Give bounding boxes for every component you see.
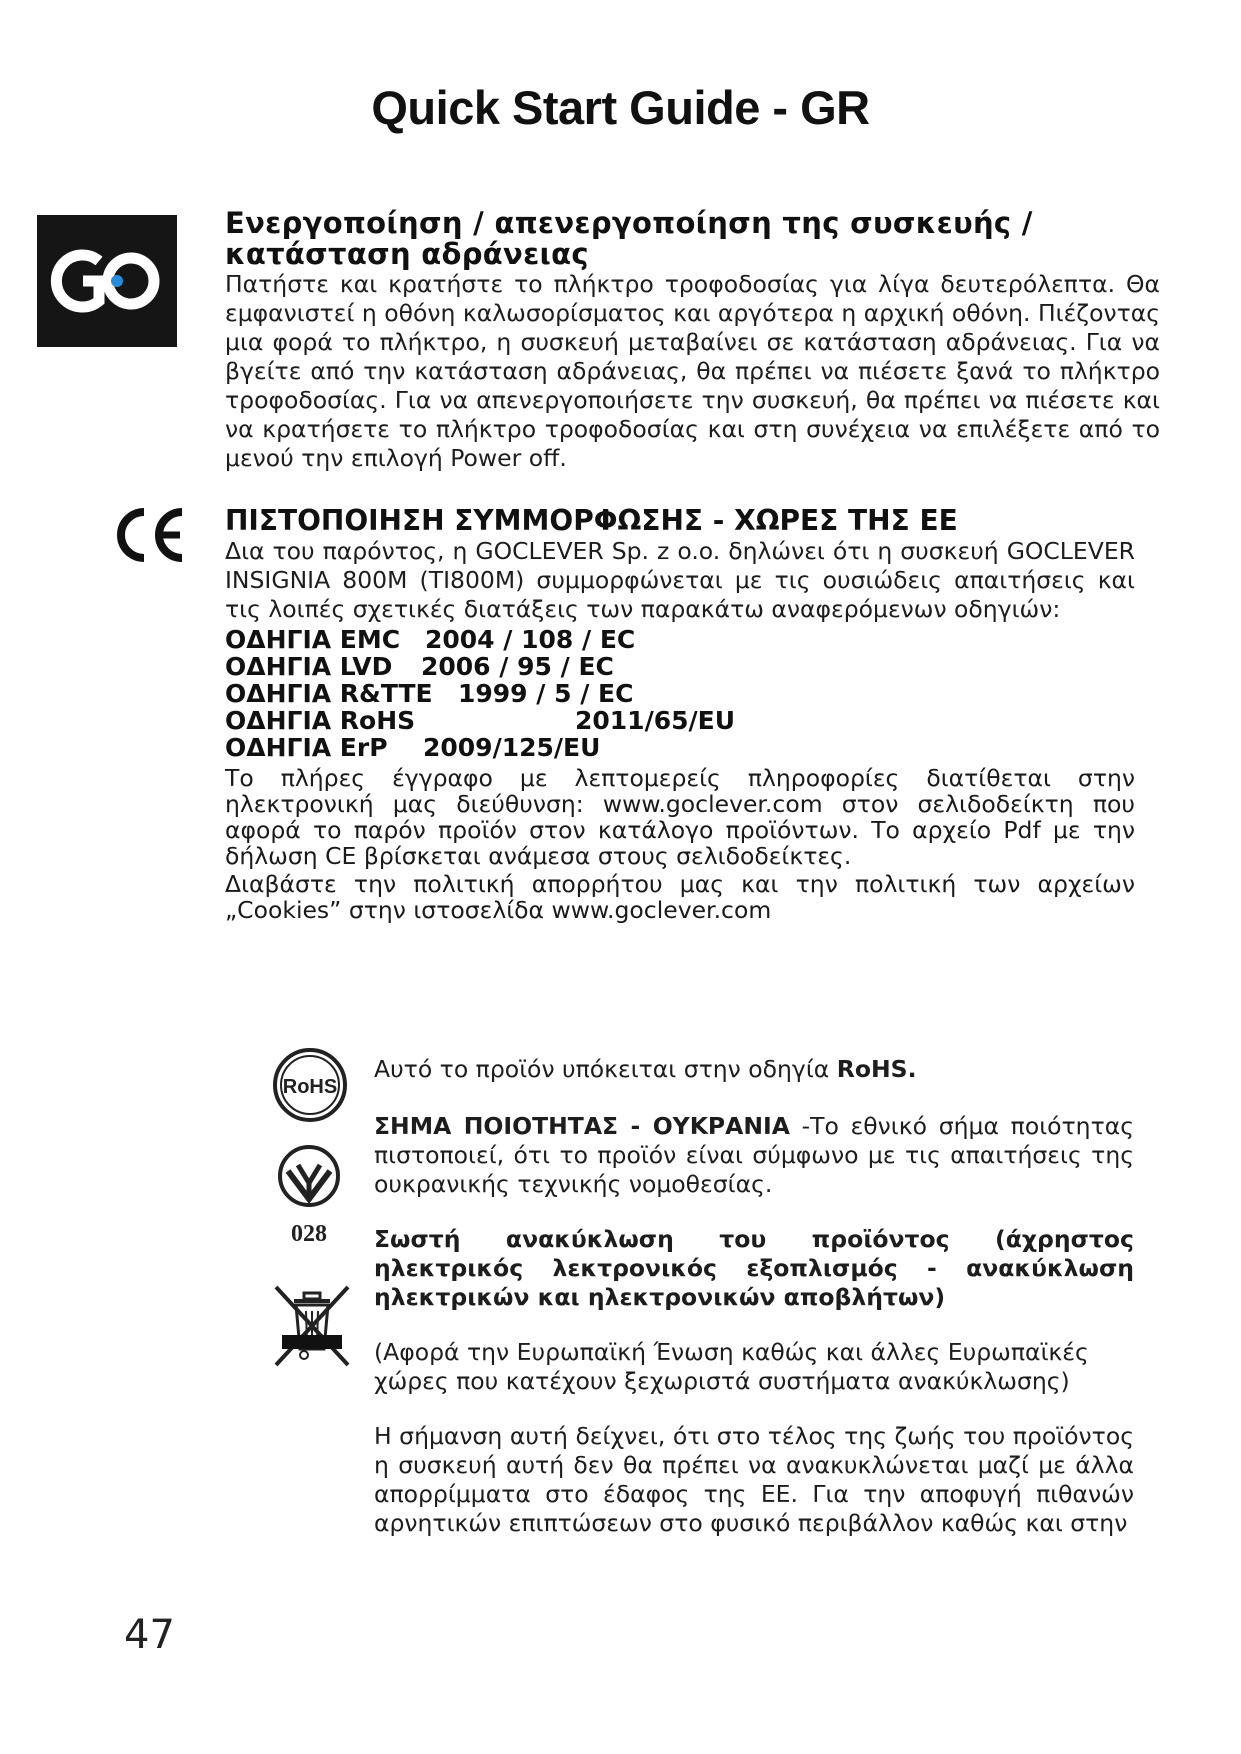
page-title: Quick Start Guide - GR [371,81,870,134]
rohs-text: Αυτό το προϊόν υπόκειται στην οδηγία [374,1055,837,1083]
rohs-statement [374,1055,1134,1084]
directive-name: ΟΔΗΓΙΑ ErP [225,733,388,762]
directive-row [225,626,1135,653]
directive-code: 2009/125/EU [423,733,601,762]
ukraine-statement [374,1112,1134,1199]
power-heading: Ενεργοποίηση / απενεργοποίηση της συσκευής / κατάσταση αδράνειας [225,206,1033,271]
power-section [225,208,1160,473]
rohs-icon-text: RoHS [282,1076,338,1098]
directive-row [225,734,1135,761]
directive-code: 2004 / 108 / EC [425,625,636,654]
directive-code: 1999 / 5 / EC [458,679,634,708]
directive-row [225,680,1135,707]
ce-mark-icon [108,500,188,570]
directive-code: 2006 / 95 / EC [421,652,614,681]
weee-crossed-bin-icon [270,1279,354,1389]
weee-scope: (Αφορά την Ευρωπαϊκή Ένωση καθώς και άλλες Ευρωπαϊκές χώρες που κατέχουν ξεχωριστά συστήματα ανακύκλωσης) [374,1338,1089,1395]
directive-name: ΟΔΗΓΙΑ LVD [225,652,393,681]
directive-list [225,626,1135,761]
directive-name: ΟΔΗΓΙΑ EMC [225,625,401,654]
privacy-note: Διαβάστε την πολιτική απορρήτου μας και την πολιτική των αρχείων „Cookies” στην ιστοσελίδα www.goclever.com [225,870,1135,924]
rohs-icon [270,1045,350,1125]
ukraine-mark-number: 028 [291,1221,327,1247]
ukraine-text: -Το εθνικό σήμα ποιότητας πιστοποιεί, ότι το προϊόν είναι σύμφωνο με τις απαιτήσεις της ουκρανικής τεχνικής νομοθεσίας. [374,1112,1134,1198]
document-note: Το πλήρες έγγραφο με λεπτομερείς πληροφορίες διατίθεται στην ηλεκτρονική μας διεύθυνση: www.goclever.com στον σελιδοδείκτη που αφορά το παρόν προϊόν στον κατάλογο προϊόντων. Το αρχείο Pdf με την δήλωση CE βρίσκεται ανάμεσα στους σελιδοδείκτες. [225,764,1135,870]
directive-code: 2011/65/EU [575,706,736,735]
ce-heading: ΠΙΣΤΟΠΟΙΗΣΗ ΣΥΜΜΟΡΦΩΣΗΣ - ΧΩΡΕΣ ΤΗΣ ΕΕ [225,504,958,537]
directive-name: ΟΔΗΓΙΑ R&TTE [225,679,433,708]
ukraine-quality-mark-icon [274,1141,344,1251]
goclever-logo [37,215,177,347]
go-logo-icon [37,215,177,347]
page-number: 47 [124,1612,175,1658]
directive-row [225,707,1135,734]
weee-bar [282,1335,342,1349]
ukraine-bold: ΣΗΜΑ ΠΟΙΟΤΗΤΑΣ - ΟΥΚΡΑΝΙΑ [374,1112,790,1140]
compliance-text [374,1055,1134,1538]
weee-heading: Σωστή ανακύκλωση του προϊόντος (άχρηστος ηλεκτρικός λεκτρονικός εξοπλισμός - ανακύκλωση ηλεκτρικών και ηλεκτρονικών αποβλήτων) [374,1225,1134,1311]
power-body: Πατήστε και κρατήστε το πλήκτρο τροφοδοσίας για λίγα δευτερόλεπτα. Θα εμφανιστεί η οθόνη καλωσορίσματος και αργότερα η αρχική οθόνη. Πιέζοντας μια φορά το πλήκτρο, η συσκευή μεταβαίνει σε κατάσταση αδράνειας. Για να βγείτε από την κατάσταση αδράνειας, θα πρέπει να πιέσετε ξανά το πλήκτρο τροφοδοσίας. Για να απενεργοποιήσετε την συσκευή, θα πρέπει να πιέσετε και να κρατήσετε το πλήκτρο τροφοδοσίας και στη συνέχεια να επιλέξετε από το μενού την επιλογή Power off. [225,270,1160,472]
directive-name: ΟΔΗΓΙΑ RoHS [225,706,416,735]
directive-row [225,653,1135,680]
rohs-bold: RoHS. [836,1055,917,1083]
weee-body: Η σήμανση αυτή δείχνει, ότι στο τέλος της ζωής του προϊόντος η συσκευή αυτή δεν θα πρέπει να ανακυκλώνεται μαζί με άλλα απορρίμματα στο έδαφος της ΕΕ. Για την αποφυγή πιθανών αρνητικών επιπτώσεων στο φυσικό περιβάλλον καθώς και στην [374,1422,1134,1537]
ce-intro: Δια του παρόντος, η GOCLEVER Sp. z o.o. δηλώνει ότι η συσκευή GOCLEVER INSIGNIA 800M (TI800M) συμμορφώνεται με τις ουσιώδεις απαιτήσεις και τις λοιπές σχετικές διατάξεις των παρακάτω αναφερόμενων οδηγιών: [225,537,1135,623]
ce-section [225,505,1135,923]
